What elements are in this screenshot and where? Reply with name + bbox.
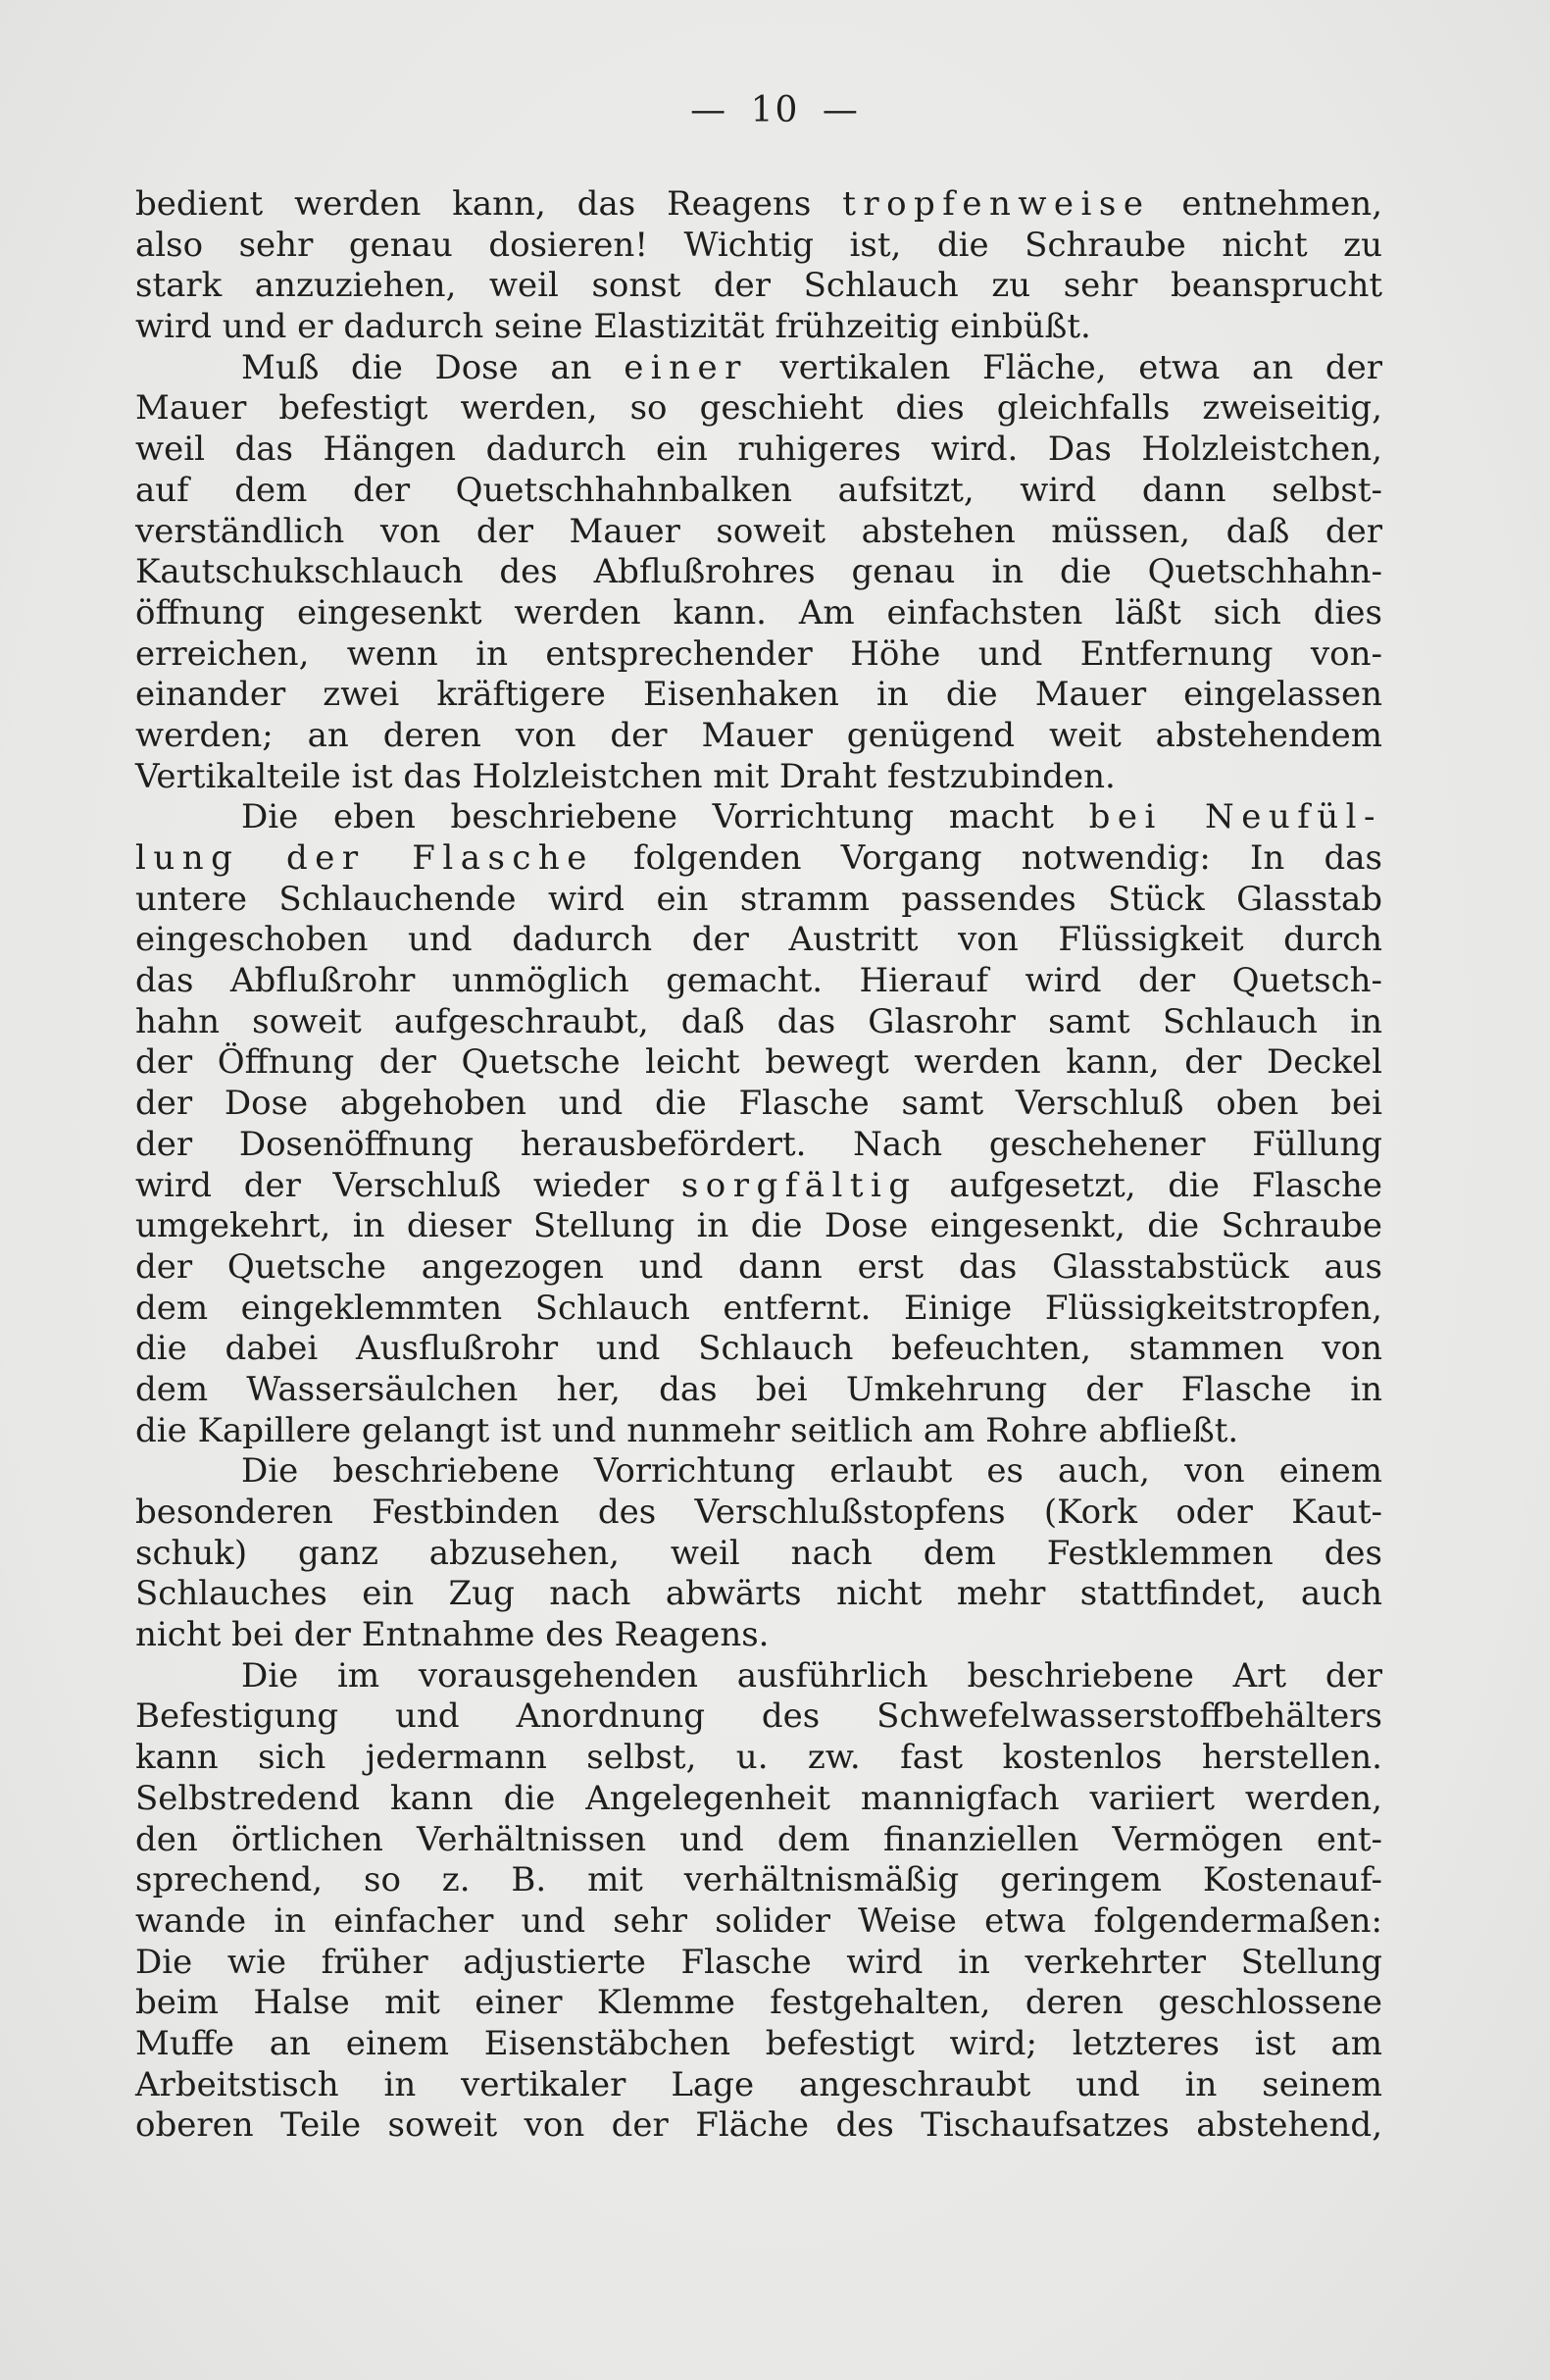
text-run: aufgesetzt, die Flasche [917,1165,1382,1205]
text-line [135,1534,1382,1575]
text-line [135,716,1382,757]
text-run: entnehmen, [1150,184,1383,224]
text-line [135,920,1382,961]
text-run: vertikalen Fläche, etwa an der [747,347,1382,387]
text-run: stark anzuziehen, weil sonst der Schlauch zu sehr beansprucht [135,266,1382,306]
text-run: umgekehrt, in dieser Stellung in die Dose eingesenkt, die Schraube [135,1206,1382,1246]
text-run: bedient werden kann, das Reagens [135,184,843,224]
text-run: Vertikalteile ist das Holzleistchen mit Draht festzubinden. [135,756,1116,796]
text-run: eingeschoben und dadurch der Austritt von Flüssigkeit durch [135,920,1382,960]
text-run: auf dem der Quetschhahnbalken aufsitzt, wird dann selbst- [135,470,1382,510]
text-run: Mauer befestigt werden, so geschieht dies gleichfalls zweiseitig, [135,388,1382,429]
text-line [135,1002,1382,1043]
text-line [135,348,1382,389]
text-line [135,430,1382,471]
text-line [135,757,1382,798]
text-line [135,1411,1382,1452]
spaced-emphasis: tropfenweise [842,184,1151,224]
text-run: dem eingeklemmten Schlauch entfernt. Einige Flüssigkeitstropfen, [135,1288,1382,1328]
text-run: Muß die Dose an [241,347,625,387]
text-run: weil das Hängen dadurch ein ruhigeres wird. Das Holzleistchen, [135,430,1382,470]
text-run: beim Halse mit einer Klemme festgehalten, deren geschlossene [135,1983,1382,2023]
text-line [135,961,1382,1002]
text-line [135,184,1382,226]
text-line [135,1779,1382,1820]
text-line [135,1289,1382,1330]
text-run: öffnung eingesenkt werden kann. Am einfachsten läßt sich dies [135,592,1382,633]
text-line [135,1656,1382,1697]
text-line [135,1860,1382,1901]
text-run: also sehr genau dosieren! Wichtig ist, die Schraube nicht zu [135,225,1382,265]
text-line [135,1370,1382,1411]
text-run: erreichen, wenn in entsprechender Höhe und Entfernung von- [135,633,1382,674]
text-line [135,797,1382,838]
text-line [135,675,1382,716]
spaced-emphasis: lung der Flasche [135,838,594,878]
text-run: Kautschukschlauch des Abflußrohres genau in die Quetschhahn- [135,552,1382,592]
text-run: verständlich von der Mauer soweit abstehen müssen, daß der [135,511,1382,551]
text-line [135,593,1382,634]
text-run: der Quetsche angezogen und dann erst das Glasstabstück aus [135,1246,1382,1287]
text-line [135,1738,1382,1779]
spaced-emphasis: sorgfältig [680,1165,918,1205]
text-run: die dabei Ausflußrohr und Schlauch befeuchten, stammen von [135,1329,1382,1369]
text-line [135,552,1382,593]
text-line [135,2105,1382,2147]
text-run: besonderen Festbinden des Verschlußstopfens (Kork oder Kaut- [135,1493,1382,1532]
page-number: — 10 — [690,90,860,130]
text-line [135,1166,1382,1207]
text-line [135,1983,1382,2024]
text-run: wird der Verschluß wieder [135,1165,681,1205]
text-line [135,1084,1382,1125]
body-text [135,184,1382,2147]
text-run: Selbstredend kann die Angelegenheit mannigfach variiert werden, [135,1778,1382,1818]
text-line [135,226,1382,267]
text-line [135,2024,1382,2065]
text-line [135,880,1382,921]
text-line [135,266,1382,307]
text-run: die Kapillere gelangt ist und nunmehr seitlich am Rohre abfließt. [135,1410,1239,1450]
text-run: den örtlichen Verhältnissen und dem finanziellen Vermögen ent- [135,1819,1382,1859]
text-run: hahn soweit aufgeschraubt, daß das Glasrohr samt Schlauch in [135,1001,1382,1041]
text-line [135,1901,1382,1943]
text-line [135,1615,1382,1656]
text-run: Befestigung und Anordnung des Schwefelwasserstoffbehälters [135,1696,1382,1737]
text-run: nicht bei der Entnahme des Reagens. [135,1615,770,1655]
text-line [135,471,1382,512]
text-run: Arbeitstisch in vertikaler Lage angeschraubt und in seinem [135,2064,1382,2104]
text-run: Die im vorausgehenden ausführlich beschriebene Art der [241,1655,1382,1696]
text-line [135,1329,1382,1370]
text-line [135,838,1382,880]
text-run: kann sich jedermann selbst, u. zw. fast kostenlos herstellen. [135,1738,1382,1778]
text-line [135,1943,1382,1984]
text-line [135,1206,1382,1247]
text-run: das Abflußrohr unmöglich gemacht. Hierauf wird der Quetsch- [135,961,1382,1001]
text-run: folgenden Vorgang notwendig: In das [593,838,1382,878]
text-line [135,634,1382,676]
text-line [135,307,1382,348]
text-run: schuk) ganz abzusehen, weil nach dem Festklemmen des [135,1533,1382,1573]
text-run: Die wie früher adjustierte Flasche wird in verkehrter Stellung [135,1942,1382,1982]
text-run: untere Schlauchende wird ein stramm passendes Stück Glasstab [135,879,1382,919]
text-line [135,1696,1382,1738]
text-line [135,388,1382,430]
text-run: dem Wassersäulchen her, das bei Umkehrung der Flasche in [135,1369,1382,1409]
text-line [135,2065,1382,2106]
text-line [135,1247,1382,1289]
text-line [135,1042,1382,1084]
text-line [135,512,1382,553]
text-line [135,1493,1382,1534]
text-line [135,1451,1382,1493]
text-line [135,1820,1382,1861]
text-run: wird und er dadurch seine Elastizität frühzeitig einbüßt. [135,307,1091,347]
spaced-emphasis: einer [624,347,748,387]
spaced-emphasis: bei Neufül- [1088,797,1382,837]
text-line [135,1125,1382,1166]
text-run: der Dose abgehoben und die Flasche samt Verschluß oben bei [135,1084,1382,1124]
text-run: Schlauches ein Zug nach abwärts nicht mehr stattfindet, auch [135,1574,1382,1614]
text-line [135,1574,1382,1615]
text-run: Die eben beschriebene Vorrichtung macht [241,797,1089,837]
text-run: der Öffnung der Quetsche leicht bewegt werden kann, der Deckel [135,1042,1382,1083]
text-run: werden; an deren von der Mauer genügend weit abstehendem [135,715,1382,755]
text-run: Die beschriebene Vorrichtung erlaubt es auch, von einem [241,1451,1382,1492]
text-run: wande in einfacher und sehr solider Weise etwa folgendermaßen: [135,1900,1382,1941]
text-run: der Dosenöffnung herausbefördert. Nach geschehener Füllung [135,1124,1382,1164]
text-run: einander zwei kräftigere Eisenhaken in die Mauer eingelassen [135,675,1382,715]
text-run: oberen Teile soweit von der Fläche des Tischaufsatzes abstehend, [135,2105,1382,2146]
text-run: sprechend, so z. B. mit verhältnismäßig geringem Kostenauf- [135,1860,1382,1900]
text-run: Muffe an einem Eisenstäbchen befestigt wird; letzteres ist am [135,2023,1382,2063]
